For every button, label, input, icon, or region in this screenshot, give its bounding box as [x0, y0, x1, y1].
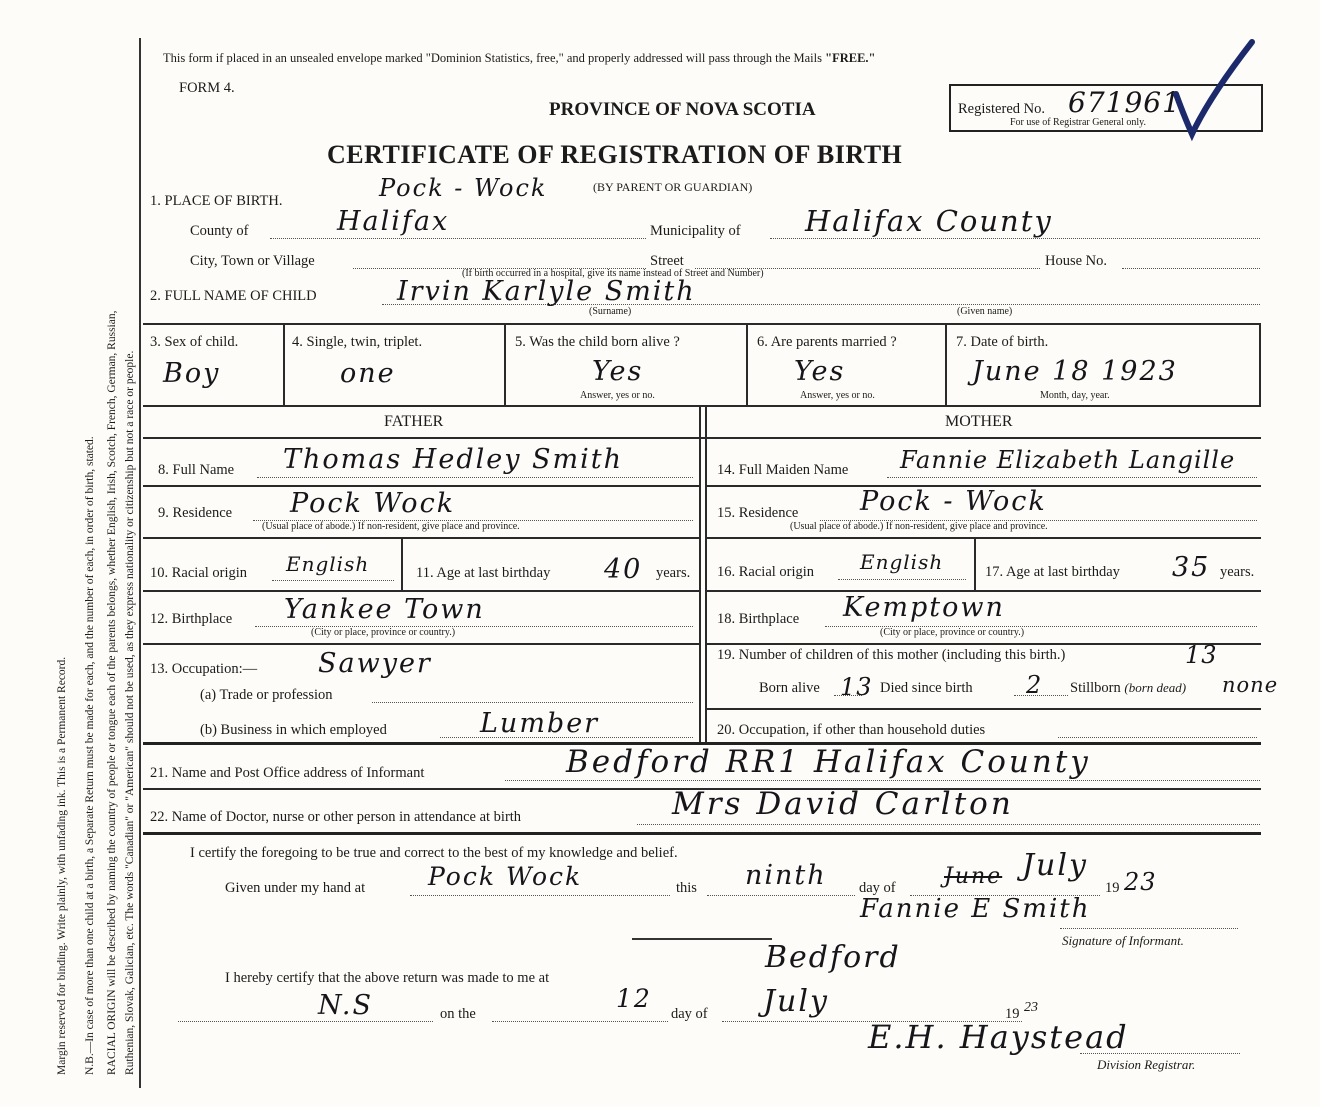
- father-business-label: (b) Business in which employed: [200, 722, 387, 738]
- registrar-day: 12: [616, 984, 652, 1013]
- father-occupation-label: 13. Occupation:—: [150, 661, 258, 677]
- mother-heading: MOTHER: [945, 413, 1013, 430]
- alive-value: Yes: [592, 356, 644, 387]
- father-birthplace-note: (City or place, province or country.): [311, 627, 456, 638]
- alive-label: 5. Was the child born alive ?: [515, 334, 680, 350]
- father-business-value: Lumber: [480, 708, 600, 739]
- given-label: Given under my hand at: [225, 880, 366, 896]
- registrar-certify: I hereby certify that the above return was made to me at: [225, 970, 550, 986]
- married-value: Yes: [794, 356, 846, 387]
- father-heading: FATHER: [384, 413, 444, 430]
- on-the-label: on the: [440, 1006, 476, 1022]
- father-name-value: Thomas Hedley Smith: [283, 444, 624, 475]
- doctor-value: Mrs David Carlton: [672, 786, 1014, 822]
- day-of-label-2: day of: [671, 1006, 708, 1022]
- day-of-label: day of: [859, 880, 896, 896]
- registered-label: Registered No.: [958, 101, 1045, 117]
- by-parent-note: (BY PARENT OR GUARDIAN): [593, 180, 753, 194]
- father-birthplace-value: Yankee Town: [284, 594, 485, 625]
- given-name-note: (Given name): [957, 306, 1013, 317]
- mother-age-label: 17. Age at last birthday: [985, 564, 1120, 580]
- father-residence-value: Pock Wock: [290, 488, 456, 519]
- given-day: ninth: [745, 860, 827, 891]
- stillborn-value: none: [1222, 673, 1279, 697]
- given-month: July: [1022, 848, 1088, 883]
- father-residence-label: 9. Residence: [158, 505, 233, 521]
- doctor-label: 22. Name of Doctor, nurse or other person in attendance at birth: [150, 809, 522, 825]
- mother-race-label: 16. Racial origin: [717, 564, 815, 580]
- place-of-birth-label: 1. PLACE OF BIRTH.: [150, 193, 283, 209]
- county-label: County of: [190, 223, 249, 239]
- mother-occupation-label: 20. Occupation, if other than household duties: [717, 722, 986, 738]
- margin-note-4: Ruthenian, Slovak, Galician, etc. The words "Canadian" or "American" should not be used, as they express nationality or citizenship but not a race or people.: [124, 350, 136, 1075]
- mother-residence-label: 15. Residence: [717, 505, 799, 521]
- registrar-year-prefix: 19: [1005, 1006, 1020, 1022]
- informant-value: Bedford RR1 Halifax County: [566, 744, 1091, 780]
- mother-age-value: 35: [1172, 552, 1211, 583]
- registrar-place: Bedford: [765, 940, 901, 975]
- married-label: 6. Are parents married ?: [757, 334, 897, 350]
- plurality-label: 4. Single, twin, triplet.: [292, 334, 423, 350]
- sex-label: 3. Sex of child.: [150, 334, 239, 350]
- father-name-label: 8. Full Name: [158, 462, 235, 478]
- father-years-label: years.: [656, 565, 691, 581]
- mother-race-value: English: [860, 550, 944, 574]
- hospital-note: (If birth occurred in a hospital, give its name instead of Street and Number): [462, 268, 764, 279]
- married-note: Answer, yes or no.: [800, 390, 875, 401]
- father-race-label: 10. Racial origin: [150, 565, 248, 581]
- given-place: Pock Wock: [428, 862, 583, 891]
- sex-value: Boy: [163, 358, 221, 389]
- registrar-label: Division Registrar.: [1097, 1057, 1196, 1072]
- margin-rule: [139, 38, 141, 1088]
- informant-label: 21. Name and Post Office address of Informant: [150, 765, 425, 781]
- dob-label: 7. Date of birth.: [956, 334, 1049, 350]
- margin-note-1: Margin reserved for binding. Write plainly, with unfading ink. This is a Permanent Record.: [56, 656, 68, 1075]
- house-label: House No.: [1045, 253, 1108, 269]
- child-name-value: Irvin Karlyle Smith: [397, 276, 696, 307]
- dob-note: Month, day, year.: [1040, 390, 1110, 401]
- died-label: Died since birth: [880, 680, 973, 696]
- father-age-value: 40: [604, 554, 643, 585]
- father-occupation-value: Sawyer: [318, 648, 432, 679]
- mother-birthplace-value: Kemptown: [843, 592, 1005, 623]
- born-alive-value: 13: [840, 673, 873, 701]
- surname-note: (Surname): [589, 306, 632, 317]
- informant-signature: Fannie E Smith: [860, 894, 1091, 924]
- municipality-value: Halifax County: [805, 204, 1053, 238]
- street-label: Street: [650, 253, 684, 269]
- dob-value: June 18 1923: [972, 356, 1178, 387]
- born-alive-label: Born alive: [759, 680, 820, 696]
- place-of-birth-value: Pock - Wock: [379, 174, 548, 202]
- registered-number: 671961: [1068, 86, 1181, 119]
- father-age-label: 11. Age at last birthday: [416, 565, 551, 581]
- margin-note-3: RACIAL ORIGIN will be described by naming the country of people or tongue each of the parents belongs, whether English, Irish, Scotch, French, German, Russian,: [106, 310, 118, 1075]
- this-label: this: [676, 880, 697, 896]
- year-prefix: 19: [1105, 880, 1120, 896]
- plurality-value: one: [340, 358, 396, 389]
- mother-name-label: 14. Full Maiden Name: [717, 462, 849, 478]
- mother-years-label: years.: [1220, 564, 1255, 580]
- stillborn-label: Stillborn (born dead): [1070, 680, 1187, 696]
- father-trade-label: (a) Trade or profession: [200, 687, 333, 703]
- county-value: Halifax: [337, 206, 450, 237]
- died-value: 2: [1026, 671, 1043, 699]
- father-birthplace-label: 12. Birthplace: [150, 611, 233, 627]
- given-year: 23: [1124, 868, 1157, 896]
- registrar-province: N.S: [318, 990, 373, 1021]
- mother-birthplace-label: 18. Birthplace: [717, 611, 800, 627]
- given-month-struck: June: [944, 864, 1003, 889]
- registrar-note: For use of Registrar General only.: [1010, 117, 1146, 128]
- page-title: CERTIFICATE OF REGISTRATION OF BIRTH: [327, 140, 903, 169]
- form-number: FORM 4.: [179, 80, 235, 96]
- city-label: City, Town or Village: [190, 253, 315, 269]
- mother-name-value: Fannie Elizabeth Langille: [900, 446, 1236, 474]
- registrar-month: July: [763, 984, 829, 1019]
- margin-note-2: N.B.—In case of more than one child at a birth, a Separate Return must be made for each, and the number of each, in order of birth, stated.: [84, 436, 96, 1075]
- mother-children-value: 13: [1185, 641, 1218, 669]
- mother-residence-note: (Usual place of abode.) If non-resident, give place and province.: [790, 521, 1048, 532]
- municipality-label: Municipality of: [650, 223, 741, 239]
- signature-label: Signature of Informant.: [1062, 933, 1184, 948]
- mother-children-label: 19. Number of children of this mother (including this birth.): [717, 647, 1066, 663]
- mother-residence-value: Pock - Wock: [860, 486, 1047, 517]
- father-residence-note: (Usual place of abode.) If non-resident, give place and province.: [262, 521, 520, 532]
- registrar-year: 23: [1024, 1000, 1038, 1015]
- mother-birthplace-note: (City or place, province or country.): [880, 627, 1025, 638]
- mail-notice: This form if placed in an unsealed envelope marked "Dominion Statistics, free," and properly addressed will pass through the Mails "FREE.": [163, 51, 876, 65]
- checkmark-icon: [1170, 36, 1260, 146]
- province-heading: PROVINCE OF NOVA SCOTIA: [549, 99, 816, 120]
- father-race-value: English: [286, 552, 370, 576]
- alive-note: Answer, yes or no.: [580, 390, 655, 401]
- child-name-label: 2. FULL NAME OF CHILD: [150, 288, 317, 304]
- certify-statement: I certify the foregoing to be true and correct to the best of my knowledge and belief.: [190, 845, 678, 861]
- registrar-signature: E.H. Haystead: [868, 1018, 1129, 1056]
